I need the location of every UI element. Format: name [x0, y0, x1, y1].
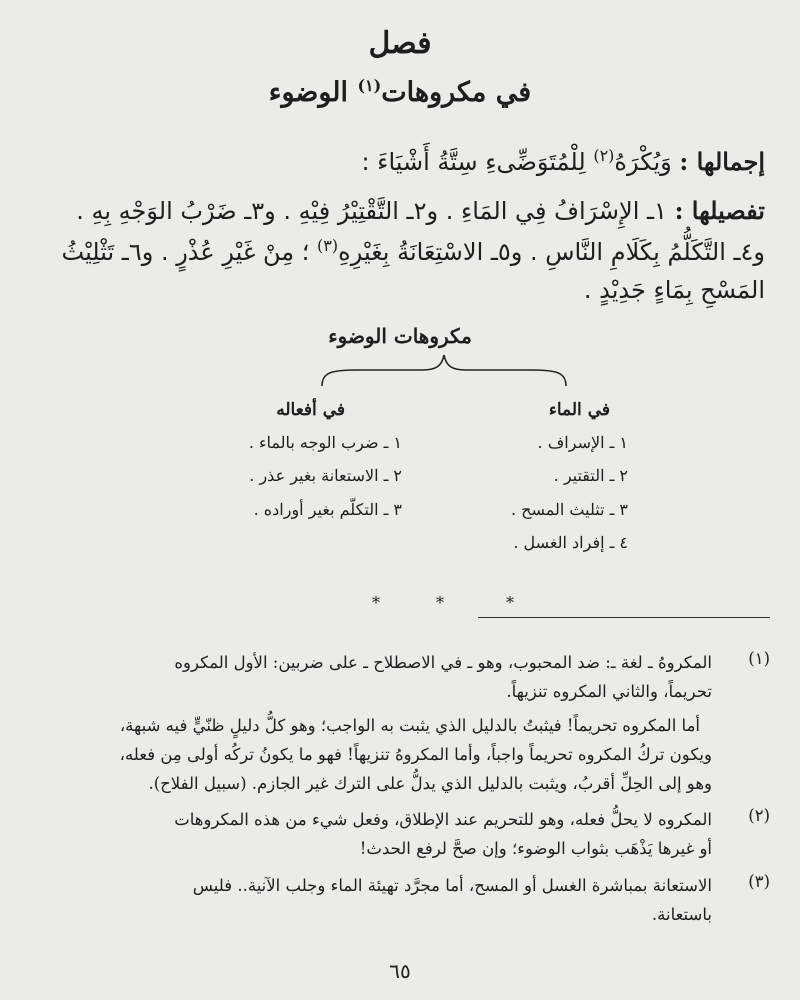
- footnote-number-1: (١): [748, 649, 770, 668]
- subtitle-end: الوضوء: [268, 77, 349, 108]
- footnote-1-line: تحريماً، والثاني المكروه تنزيهاً.: [506, 682, 712, 701]
- chapter-title: فصل: [368, 26, 432, 61]
- acts-item: ٢ ـ الاستعانة بغير عذر .: [249, 466, 402, 485]
- footnote-2-line: أو غيرها يَذْهَب بثواب الوضوء؛ وإن صحَّ لرفع الحدث!: [359, 839, 712, 858]
- footnote-3-line: باستعانة.: [651, 905, 712, 924]
- curly-brace-icon: [318, 352, 570, 392]
- footnote-number-2: (٢): [748, 806, 770, 825]
- subtitle-text: في مكروهات: [381, 77, 532, 108]
- tafsil-line-1: [35, 196, 765, 225]
- acts-item: ٣ ـ التكلّم بغير أوراده .: [253, 500, 402, 519]
- ijmal-label: إجمالها :: [679, 147, 765, 176]
- water-item: ٤ ـ إفراد الغسل .: [513, 533, 628, 552]
- footnote-1-line: أما المكروه تحريماً! فيثبتُ بالدليل الذي يثبت به الواجب؛ وهو كلُّ دليلٍ ظنّيٍّ فيه شبهة،: [119, 716, 700, 735]
- footnote-ref-3: (٣): [317, 236, 339, 255]
- footnote-2-line: المكروه لا يحلُّ فعله، وهو للتحريم عند الإطلاق، وفعل شيء من هذه المكروهات: [174, 810, 712, 829]
- separator-star: *: [506, 593, 514, 612]
- ijmal-text: وَيُكْرَهُ: [614, 148, 672, 176]
- classification-title: مكروهات الوضوء: [328, 324, 472, 348]
- tafsil-text-1: ١ـ الإِسْرَافُ فِي المَاءِ . و٢ـ التَّقْتِيْرُ فِيْهِ . و٣ـ ضَرْبُ الوَجْهِ بِهِ .: [76, 197, 667, 225]
- ijmal-line: [35, 146, 765, 176]
- tafsil-label: تفصيلها :: [674, 196, 765, 225]
- footnote-number-3: (٣): [748, 872, 770, 891]
- tafsil-text-2a: و٤ـ التَّكَلُّمُ بِكَلَامِ النَّاسِ . و٥ـ الاسْتِعَانَةُ بِغَيْرِهِ: [338, 238, 765, 266]
- chapter-subtitle: [0, 76, 800, 108]
- footnote-1-line: ويكون تركُ المكروه تحريماً واجباً، وأما المكروهُ تنزيهاً! فهو ما يكونُ تركُه أولى مِن فعله،: [119, 745, 712, 764]
- page-number: ٦٥: [389, 959, 411, 983]
- water-column-heading: في الماء: [548, 400, 610, 420]
- tafsil-text-2b: ؛ مِنْ غَيْرِ عُذْرٍ . و٦ـ تَثْلِيْثُ: [61, 238, 310, 266]
- acts-column-heading: في أفعاله: [276, 400, 345, 420]
- separator-star: *: [436, 593, 444, 612]
- water-item: ١ ـ الإسراف .: [537, 433, 628, 452]
- tafsil-text-3: المَسْحِ بِمَاءٍ جَدِيْدٍ .: [583, 276, 765, 304]
- acts-item: ١ ـ ضرب الوجه بالماء .: [248, 433, 402, 452]
- water-item: ٣ ـ تثليث المسح .: [511, 500, 628, 519]
- tafsil-line-2: [35, 236, 765, 266]
- footnote-3-line: الاستعانة بمباشرة الغسل أو المسح، أما مجرَّد تهيئة الماء وجلب الآنية.. فليس: [192, 876, 712, 895]
- footnote-ref-1: (١): [357, 76, 382, 95]
- footnote-1-line: المكروهُ ـ لغة ـ: ضد المحبوب، وهو ـ في الاصطلاح ـ على ضربين: الأول المكروه: [174, 653, 712, 672]
- footnote-divider: [478, 617, 770, 618]
- ijmal-rest: لِلْمُتَوَضِّىءِ سِتَّةُ أَشْيَاءَ :: [361, 148, 586, 176]
- footnote-ref-2: (٢): [593, 146, 615, 165]
- water-item: ٢ ـ التقتير .: [553, 466, 628, 485]
- separator-star: *: [372, 593, 380, 612]
- tafsil-line-3: [35, 276, 765, 304]
- footnote-1-line: وهو إلى الحِلِّ أقربُ، ويثبت بالدليل الذي يدلُّ على الترك غير الجازم. (سبيل الفلاح).: [148, 774, 712, 793]
